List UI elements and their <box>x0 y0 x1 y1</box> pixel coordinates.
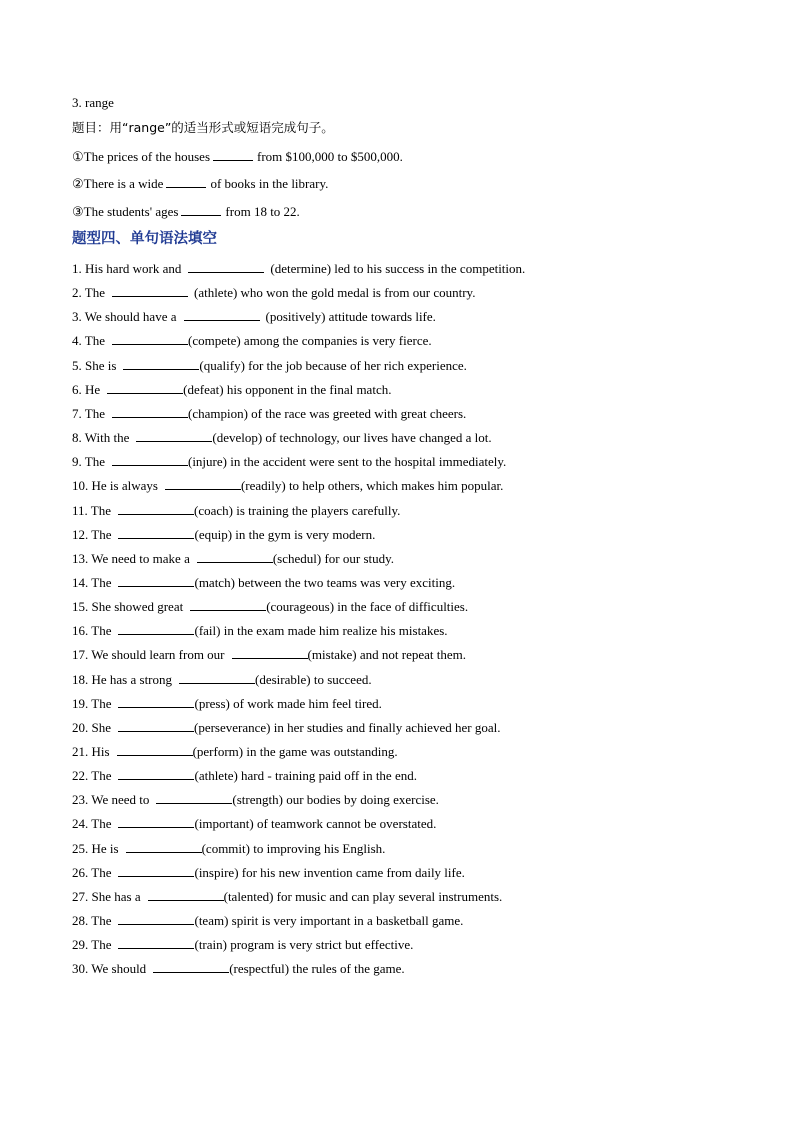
grammar-item-text-after: (champion) of the race was greeted with great cheers. <box>187 406 467 421</box>
answer-blank[interactable] <box>190 598 266 611</box>
grammar-item-27 <box>72 888 502 905</box>
answer-blank[interactable] <box>188 260 264 273</box>
answer-blank[interactable] <box>118 502 194 515</box>
grammar-item-21 <box>72 743 398 760</box>
grammar-item-28 <box>72 912 463 929</box>
grammar-item-text-before: 1. His hard work and <box>72 261 182 276</box>
answer-blank[interactable] <box>118 767 194 780</box>
vocab-sentence-text-after: from $100,000 to $500,000. <box>257 149 403 164</box>
grammar-item-12 <box>72 526 375 543</box>
grammar-item-text-before: 2. The <box>72 285 105 300</box>
answer-blank[interactable] <box>118 864 194 877</box>
grammar-item-text-after: (inspire) for his new invention came from daily life. <box>194 865 465 880</box>
answer-blank[interactable] <box>118 719 194 732</box>
grammar-item-text-after: (readily) to help others, which makes him popular. <box>240 478 504 493</box>
grammar-item-text-before: 12. The <box>72 527 112 542</box>
answer-blank[interactable] <box>136 429 212 442</box>
answer-blank[interactable] <box>153 960 229 973</box>
grammar-item-text-before: 16. The <box>72 623 112 638</box>
answer-blank[interactable] <box>112 284 188 297</box>
grammar-item-13 <box>72 550 394 567</box>
grammar-item-text-after: (determine) led to his success in the competition. <box>270 261 526 276</box>
grammar-item-17 <box>72 646 466 663</box>
grammar-item-text-before: 24. The <box>72 816 112 831</box>
grammar-item-text-after: (respectful) the rules of the game. <box>229 961 405 976</box>
grammar-item-text-after: (defeat) his opponent in the final match. <box>183 382 392 397</box>
grammar-item-10 <box>72 477 503 494</box>
grammar-item-text-before: 7. The <box>72 406 105 421</box>
answer-blank[interactable] <box>232 646 308 659</box>
grammar-item-text-after: (schedul) for our study. <box>272 551 395 566</box>
grammar-item-text-after: (talented) for music and can play several instruments. <box>223 889 503 904</box>
answer-blank[interactable] <box>112 453 188 466</box>
answer-blank[interactable] <box>197 550 273 563</box>
grammar-item-text-before: 3. We should have a <box>72 309 177 324</box>
grammar-item-6 <box>72 381 391 398</box>
grammar-item-20 <box>72 719 500 736</box>
grammar-item-text-before: 11. The <box>72 503 111 518</box>
grammar-item-text-before: 30. We should <box>72 961 147 976</box>
grammar-item-text-after: (athlete) who won the gold medal is from our country. <box>193 285 476 300</box>
grammar-item-text-before: 28. The <box>72 913 112 928</box>
grammar-item-text-after: (courageous) in the face of difficulties. <box>266 599 469 614</box>
grammar-item-text-after: (fail) in the exam made him realize his mistakes. <box>194 623 448 638</box>
vocab-item-title: 3. range <box>72 95 114 110</box>
grammar-item-30 <box>72 960 405 977</box>
answer-blank[interactable] <box>118 526 194 539</box>
grammar-item-text-before: 17. We should learn from our <box>72 647 225 662</box>
grammar-item-text-before: 21. His <box>72 744 110 759</box>
answer-blank[interactable] <box>112 405 188 418</box>
answer-blank[interactable] <box>213 148 253 161</box>
answer-blank[interactable] <box>118 815 194 828</box>
vocab-sentence-3 <box>72 203 300 220</box>
answer-blank[interactable] <box>148 888 224 901</box>
grammar-item-text-after: (train) program is very strict but effective. <box>194 937 414 952</box>
grammar-item-text-after: (perseverance) in her studies and finally achieved her goal. <box>194 720 501 735</box>
grammar-item-text-before: 29. The <box>72 937 112 952</box>
grammar-item-text-before: 13. We need to make a <box>72 551 190 566</box>
answer-blank[interactable] <box>181 203 221 216</box>
vocab-sentence-text-after: from 18 to 22. <box>225 204 300 219</box>
grammar-item-16 <box>72 622 448 639</box>
vocab-prompt: 题目：用“range”的适当形式或短语完成句子。 <box>72 120 334 135</box>
grammar-item-text-before: 8. With the <box>72 430 130 445</box>
grammar-item-text-after: (strength) our bodies by doing exercise. <box>232 792 439 807</box>
answer-blank[interactable] <box>118 912 194 925</box>
grammar-item-15 <box>72 598 468 615</box>
grammar-item-text-before: 15. She showed great <box>72 599 184 614</box>
grammar-item-text-before: 5. She is <box>72 358 117 373</box>
answer-blank[interactable] <box>107 381 183 394</box>
grammar-item-23 <box>72 791 439 808</box>
grammar-item-text-before: 4. The <box>72 333 105 348</box>
grammar-item-text-before: 23. We need to <box>72 792 150 807</box>
grammar-item-text-after: (compete) among the companies is very fierce. <box>187 333 432 348</box>
answer-blank[interactable] <box>112 332 188 345</box>
grammar-item-14 <box>72 574 455 591</box>
grammar-item-9 <box>72 453 506 470</box>
grammar-item-text-after: (desirable) to succeed. <box>255 672 372 687</box>
grammar-item-text-after: (mistake) and not repeat them. <box>307 647 466 662</box>
grammar-item-text-after: (injure) in the accident were sent to the hospital immediately. <box>187 454 507 469</box>
grammar-item-text-after: (coach) is training the players carefully. <box>194 503 401 518</box>
answer-blank[interactable] <box>166 175 206 188</box>
grammar-item-text-after: (qualify) for the job because of her rich experience. <box>199 358 467 373</box>
grammar-item-text-before: 20. She <box>72 720 111 735</box>
answer-blank[interactable] <box>184 308 260 321</box>
grammar-item-26 <box>72 864 465 881</box>
grammar-item-text-before: 27. She has a <box>72 889 141 904</box>
vocab-sentence-text-before: ③The students' ages <box>72 204 179 219</box>
answer-blank[interactable] <box>118 695 194 708</box>
answer-blank[interactable] <box>118 936 194 949</box>
grammar-item-text-after: (athlete) hard - training paid off in the end. <box>194 768 417 783</box>
grammar-item-text-after: (positively) attitude towards life. <box>265 309 436 324</box>
vocab-sentence-text-before: ②There is a wide <box>72 176 164 191</box>
grammar-item-24 <box>72 815 436 832</box>
answer-blank[interactable] <box>179 671 255 684</box>
grammar-item-text-after: (team) spirit is very important in a basketball game. <box>194 913 464 928</box>
grammar-item-8 <box>72 429 492 446</box>
grammar-item-22 <box>72 767 417 784</box>
grammar-item-7 <box>72 405 466 422</box>
grammar-item-text-before: 10. He is always <box>72 478 158 493</box>
grammar-item-text-after: (perform) in the game was outstanding. <box>192 744 398 759</box>
grammar-item-29 <box>72 936 413 953</box>
grammar-item-2 <box>72 284 475 301</box>
grammar-item-18 <box>72 671 372 688</box>
grammar-item-text-before: 25. He is <box>72 841 119 856</box>
vocab-sentence-2 <box>72 175 328 192</box>
vocab-sentence-text-after: of books in the library. <box>210 176 329 191</box>
answer-blank[interactable] <box>156 791 232 804</box>
grammar-item-text-before: 18. He has a strong <box>72 672 173 687</box>
answer-blank[interactable] <box>117 743 193 756</box>
grammar-item-text-after: (equip) in the gym is very modern. <box>194 527 376 542</box>
grammar-item-text-before: 19. The <box>72 696 112 711</box>
grammar-item-text-after: (develop) of technology, our lives have changed a lot. <box>212 430 492 445</box>
answer-blank[interactable] <box>165 477 241 490</box>
answer-blank[interactable] <box>118 574 194 587</box>
grammar-item-text-after: (commit) to improving his English. <box>201 841 386 856</box>
grammar-item-text-before: 9. The <box>72 454 105 469</box>
grammar-item-text-after: (match) between the two teams was very exciting. <box>194 575 456 590</box>
answer-blank[interactable] <box>118 622 194 635</box>
grammar-section-heading: 题型四、单句语法填空 <box>72 231 217 247</box>
answer-blank[interactable] <box>123 357 199 370</box>
answer-blank[interactable] <box>126 840 202 853</box>
grammar-item-1 <box>72 260 525 277</box>
grammar-item-25 <box>72 840 385 857</box>
grammar-item-text-after: (press) of work made him feel tired. <box>194 696 382 711</box>
grammar-item-19 <box>72 695 382 712</box>
grammar-item-3 <box>72 308 436 325</box>
grammar-item-text-before: 6. He <box>72 382 101 397</box>
grammar-item-text-before: 22. The <box>72 768 112 783</box>
grammar-item-5 <box>72 357 467 374</box>
grammar-item-11 <box>72 502 400 519</box>
vocab-sentence-1 <box>72 148 403 165</box>
grammar-item-text-before: 26. The <box>72 865 112 880</box>
grammar-item-4 <box>72 332 432 349</box>
vocab-sentence-text-before: ①The prices of the houses <box>72 149 211 164</box>
grammar-item-text-before: 14. The <box>72 575 112 590</box>
grammar-item-text-after: (important) of teamwork cannot be overstated. <box>194 816 437 831</box>
